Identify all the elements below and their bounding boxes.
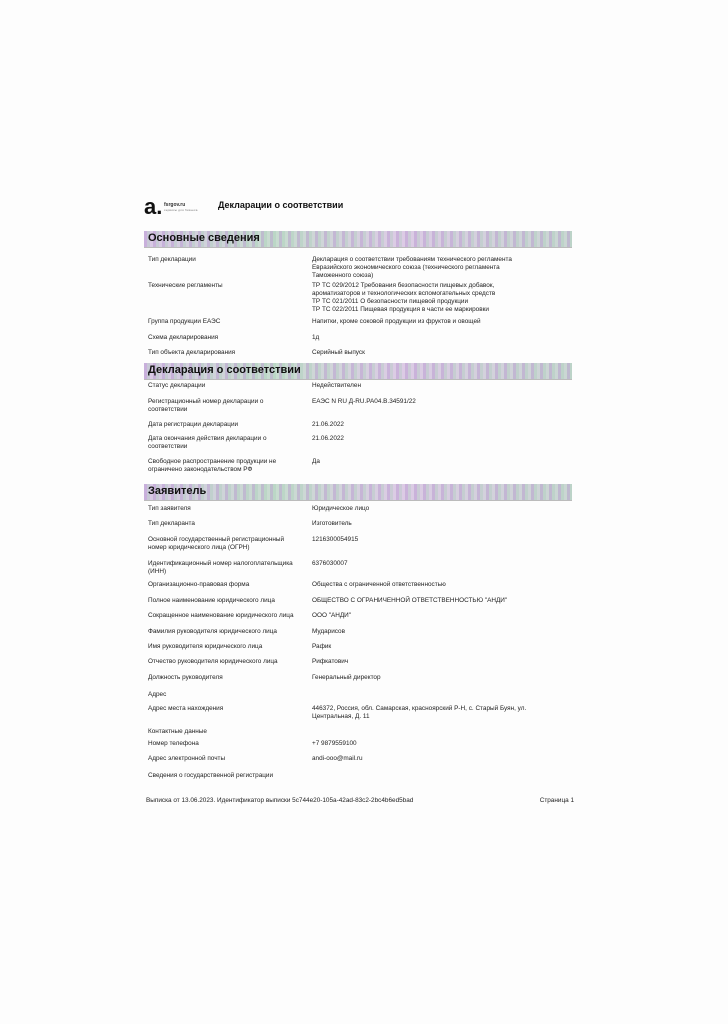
label: Статус декларации — [148, 382, 206, 389]
section-applicant-title: Заявитель — [148, 485, 207, 497]
label: Дата окончания действия декларации о соответствии — [148, 435, 267, 450]
label: Группа продукции ЕАЭС — [148, 318, 221, 325]
document-footer — [146, 797, 574, 807]
section-main — [144, 231, 572, 248]
label: Тип заявителя — [148, 505, 191, 512]
section-applicant — [144, 484, 572, 501]
label: Должность руководителя — [148, 674, 223, 681]
page-number: Страница 1 — [539, 797, 574, 804]
value: 6376030007 — [312, 560, 348, 567]
value: 21.06.2022 — [312, 435, 344, 442]
logo-a-icon: a. — [144, 194, 163, 219]
value: andi-ooo@mail.ru — [312, 755, 363, 762]
section-main-title: Основные сведения — [148, 232, 260, 244]
value: Серийный выпуск — [312, 349, 365, 356]
label: Контактные данные — [148, 728, 207, 735]
value: ЕАЭС N RU Д-RU.PA04.B.34591/22 — [312, 398, 416, 405]
label: Отчество руководителя юридического лица — [148, 658, 278, 665]
label: Схема декларирования — [148, 334, 219, 341]
fsrgov-logo — [144, 196, 208, 220]
value: ОБЩЕСТВО С ОГРАНИЧЕННОЙ ОТВЕТСТВЕННОСТЬЮ "АНДИ" — [312, 597, 508, 604]
label: Фамилия руководителя юридического лица — [148, 628, 277, 635]
value: Изготовитель — [312, 520, 352, 527]
label: Идентификационный номер налогоплательщика (ИНН) — [148, 560, 293, 575]
value: 1216300054915 — [312, 536, 359, 543]
section-declaration — [144, 363, 572, 380]
label: Адрес электронной почты — [148, 755, 226, 762]
label: Тип декларации — [148, 256, 196, 263]
value: Юридическое лицо — [312, 505, 370, 512]
value: 1д — [312, 334, 320, 341]
value: Недействителен — [312, 382, 361, 389]
label: Свободное распространение продукции не ограничено законодательством РФ — [148, 458, 277, 473]
value: Общества с ограниченной ответственностью — [312, 581, 446, 588]
label: Имя руководителя юридического лица — [148, 643, 263, 650]
label: Адрес — [148, 691, 167, 698]
label: Сокращенное наименование юридического лица — [148, 612, 294, 619]
label: Регистрационный номер декларации о соответствии — [148, 398, 264, 413]
label: Полное наименование юридического лица — [148, 597, 275, 604]
value: ООО "АНДИ" — [312, 612, 352, 619]
value: +7 9879559100 — [312, 740, 357, 747]
value: Напитки, кроме соковой продукции из фруктов и овощей — [312, 318, 481, 325]
value: Рафик — [312, 643, 332, 650]
label: Тип декларанта — [148, 520, 195, 527]
label: Дата регистрации декларации — [148, 421, 239, 428]
label: Организационно-правовая форма — [148, 581, 250, 588]
value: Мударисов — [312, 628, 346, 635]
value: 446372, Россия, обл. Самарская, красноярский Р-Н, с. Старый Буян, ул. Центральная, Д. 11 — [312, 705, 527, 720]
logo-tagline: сервисы для бизнеса — [164, 208, 198, 212]
value: ТР ТС 029/2012 Требования безопасности пищевых добавок, ароматизаторов и технологических вспомогательных средств ТР ТС 021/2011 О безопасности пищевой продукции ТР ТС 022/2011 Пищевая продукция в части ее маркировки — [312, 282, 496, 313]
value: 21.06.2022 — [312, 421, 344, 428]
extract-info: Выписка от 13.06.2023. Идентификатор выписки 5c744e20-105a-42ad-83c2-2bc4b6ed5bad — [146, 797, 414, 804]
value: Генеральный директор — [312, 674, 381, 681]
value: Декларация о соответствии требованиям технического регламента Евразийского экономического союза (технического регламента Таможенного союза) — [312, 256, 512, 279]
logo-site: fsrgov.ru — [164, 202, 186, 208]
label: Сведения о государственной регистрации — [148, 772, 274, 779]
label: Основной государственный регистрационный номер юридического лица (ОГРН) — [148, 536, 285, 551]
label: Технические регламенты — [148, 282, 223, 289]
label: Адрес места нахождения — [148, 705, 224, 712]
label: Номер телефона — [148, 740, 199, 747]
value: Рифкатович — [312, 658, 349, 665]
section-declaration-title: Декларация о соответствии — [148, 364, 301, 376]
document-title: Декларации о соответствии — [218, 200, 344, 210]
value: Да — [312, 458, 320, 465]
label: Тип объекта декларирования — [148, 349, 236, 356]
document-header — [144, 196, 574, 222]
